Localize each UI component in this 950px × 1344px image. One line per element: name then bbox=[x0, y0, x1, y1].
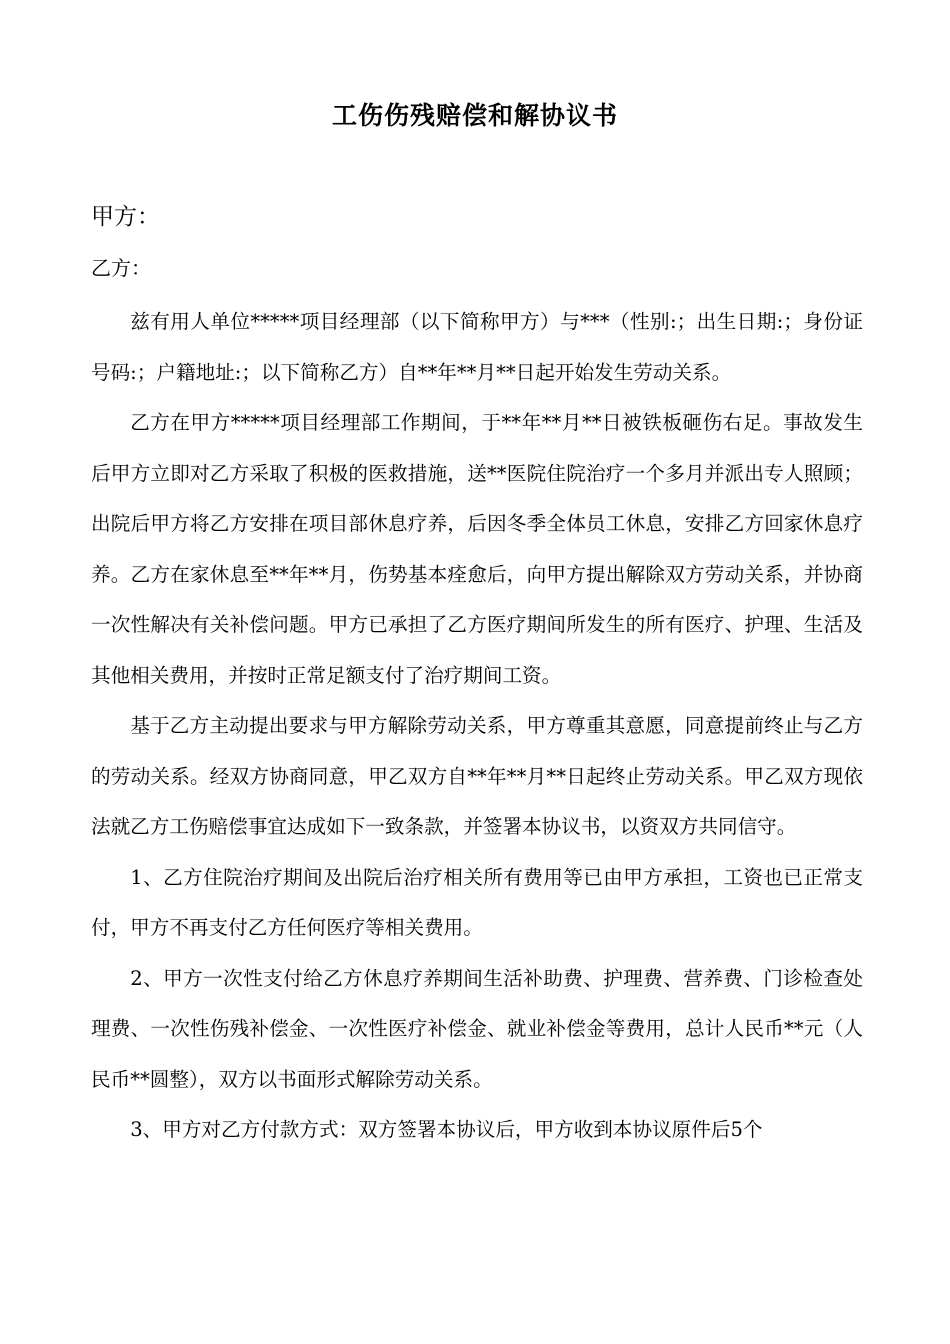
agreement-body bbox=[91, 297, 863, 1156]
clause-1: 1、乙方住院治疗期间及出院后治疗相关所有费用等已由甲方承担，工资也已正常支付，甲方不再支付乙方任何医疗等相关费用。 bbox=[91, 865, 863, 939]
paragraph-intro: 兹有用人单位*****项目经理部（以下简称甲方）与***（性别:；出生日期:；身份证号码:；户籍地址:；以下简称乙方）自**年**月**日起开始发生劳动关系。 bbox=[91, 310, 863, 384]
paragraph-termination: 基于乙方主动提出要求与甲方解除劳动关系，甲方尊重其意愿，同意提前终止与乙方的劳动关系。经双方协商同意，甲乙双方自**年**月**日起终止劳动关系。甲乙双方现依法就乙方工伤赔偿事宜达成如下一致条款，并签署本协议书，以资双方共同信守。 bbox=[91, 714, 863, 838]
party-a-label: 甲方： bbox=[91, 204, 160, 230]
party-b-label: 乙方： bbox=[91, 256, 151, 280]
paragraph-incident: 乙方在甲方*****项目经理部工作期间，于**年**月**日被铁板砸伤右足。事故发生后甲方立即对乙方采取了积极的医救措施，送**医院住院治疗一个多月并派出专人照顾；出院后甲方将乙方安排在项目部休息疗养，后因冬季全体员工休息，安排乙方回家休息疗养。乙方在家休息至**年**月，伤势基本痊愈后，向甲方提出解除双方劳动关系，并协商一次性解决有关补偿问题。甲方已承担了乙方医疗期间所发生的所有医疗、护理、生活及其他相关费用，并按时正常足额支付了治疗期间工资。 bbox=[91, 411, 863, 687]
document-title: 工伤伤残赔偿和解协议书 bbox=[331, 101, 618, 130]
clause-3: 3、甲方对乙方付款方式：双方签署本协议后，甲方收到本协议原件后5个 bbox=[130, 1118, 763, 1141]
clause-2: 2、甲方一次性支付给乙方休息疗养期间生活补助费、护理费、营养费、门诊检查处理费、一次性伤残补偿金、一次性医疗补偿金、就业补偿金等费用，总计人民币**元（人民币**圆整），双方以书面形式解除劳动关系。 bbox=[91, 966, 863, 1091]
